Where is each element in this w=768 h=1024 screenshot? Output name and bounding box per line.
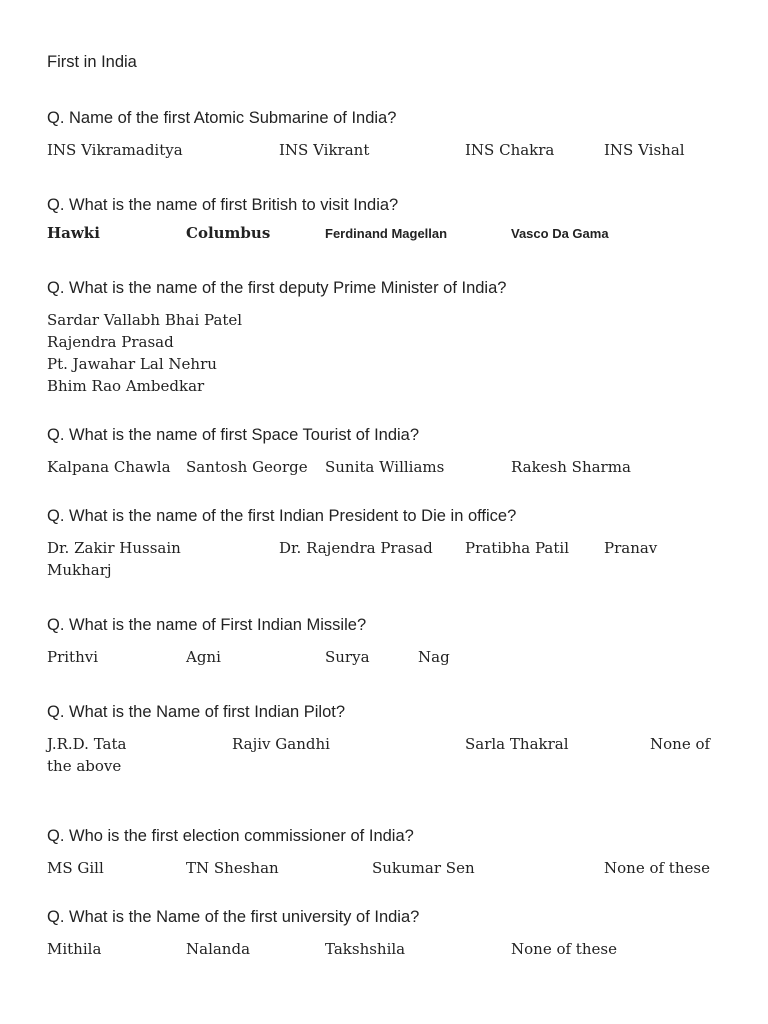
q5-option-d: Pranav xyxy=(604,539,658,557)
q9-option-c: Takshshila xyxy=(325,940,406,958)
q3-option-b: Rajendra Prasad xyxy=(47,333,174,351)
q4-option-b: Santosh George xyxy=(186,458,308,476)
q1-option-c: INS Chakra xyxy=(465,141,555,159)
q1-option-d: INS Vishal xyxy=(604,141,685,159)
q5-option-a: Dr. Zakir Hussain xyxy=(47,539,181,557)
q7-option-b: Rajiv Gandhi xyxy=(232,735,330,753)
q6-option-c: Surya xyxy=(325,648,370,666)
q3-option-a: Sardar Vallabh Bhai Patel xyxy=(47,311,243,329)
q3-option-c: Pt. Jawahar Lal Nehru xyxy=(47,355,217,373)
q2-option-c: Ferdinand Magellan xyxy=(325,226,448,241)
q4-option-a: Kalpana Chawla xyxy=(47,458,171,476)
question-7: Q. What is the Name of first Indian Pilot? xyxy=(47,703,346,721)
q5-option-c: Pratibha Patil xyxy=(465,539,569,557)
q8-option-d: None of these xyxy=(604,859,710,877)
question-5: Q. What is the name of the first Indian President to Die in office? xyxy=(47,507,517,525)
q5-option-d-continued: Mukharj xyxy=(47,561,112,579)
page-title: First in India xyxy=(47,53,137,71)
question-9: Q. What is the Name of the first university of India? xyxy=(47,908,420,926)
question-3: Q. What is the name of the first deputy Prime Minister of India? xyxy=(47,279,507,297)
q2-option-a: Hawki xyxy=(47,224,100,242)
q6-option-d: Nag xyxy=(418,648,450,666)
q8-option-a: MS Gill xyxy=(47,859,104,877)
q7-option-d-continued: the above xyxy=(47,757,122,775)
q4-option-c: Sunita Williams xyxy=(325,458,445,476)
q2-option-b: Columbus xyxy=(186,224,271,242)
question-8: Q. Who is the first election commissioner of India? xyxy=(47,827,414,845)
q6-option-b: Agni xyxy=(186,648,221,666)
q1-option-a: INS Vikramaditya xyxy=(47,141,183,159)
q7-option-a: J.R.D. Tata xyxy=(47,735,127,753)
question-6: Q. What is the name of First Indian Missile? xyxy=(47,616,367,634)
question-4: Q. What is the name of first Space Tourist of India? xyxy=(47,426,420,444)
q9-option-d: None of these xyxy=(511,940,617,958)
question-1: Q. Name of the first Atomic Submarine of India? xyxy=(47,109,397,127)
q4-option-d: Rakesh Sharma xyxy=(511,458,631,476)
question-2: Q. What is the name of first British to visit India? xyxy=(47,196,399,214)
q3-option-d: Bhim Rao Ambedkar xyxy=(47,377,205,395)
q7-option-c: Sarla Thakral xyxy=(465,735,569,753)
q1-option-b: INS Vikrant xyxy=(279,141,370,159)
q8-option-b: TN Sheshan xyxy=(186,859,279,877)
q7-option-d: None of xyxy=(650,735,711,753)
q5-option-b: Dr. Rajendra Prasad xyxy=(279,539,433,557)
q2-option-d: Vasco Da Gama xyxy=(511,226,609,241)
q9-option-a: Mithila xyxy=(47,940,102,958)
q9-option-b: Nalanda xyxy=(186,940,251,958)
q8-option-c: Sukumar Sen xyxy=(372,859,475,877)
q6-option-a: Prithvi xyxy=(47,648,99,666)
